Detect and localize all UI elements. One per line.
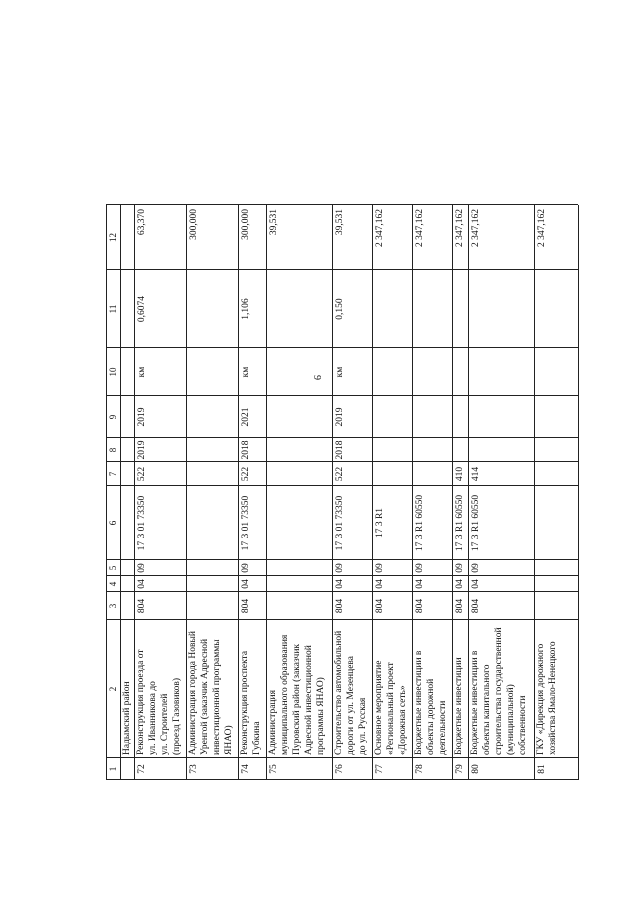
cell-c9: 2019 — [335, 407, 345, 427]
cell-c5: 09 — [375, 563, 385, 573]
header-cell-5: 5 — [108, 565, 118, 571]
cell-c4: 04 — [137, 579, 147, 589]
row-name-line: Бюджетные инвестиции в — [470, 650, 480, 755]
row-name-line: Администрация — [268, 690, 278, 755]
row-name-line: Надымский район — [122, 681, 132, 755]
header-cell-1: 1 — [108, 766, 118, 772]
cell-c10: км — [335, 366, 345, 378]
cell-c4: 04 — [335, 579, 345, 589]
column-border-4 — [106, 575, 578, 576]
column-border-7 — [106, 461, 578, 462]
row-name-line: ул. Строителей — [160, 693, 170, 755]
cell-c12: 2 347,162 — [415, 209, 425, 247]
cell-c8: 2018 — [241, 440, 251, 460]
row-name-line: (проезд Газовиков) — [172, 677, 182, 755]
cell-c10: км — [137, 366, 147, 378]
row-name-line: Губкина — [252, 721, 262, 755]
page-number: 9 — [311, 375, 322, 380]
row-name-line: объекты капитального — [482, 664, 492, 755]
row-name-line: строительства государственной — [494, 627, 504, 755]
row-name-line: дороги от ул. Мезенцева — [346, 656, 356, 755]
header-cell-3: 3 — [108, 603, 118, 609]
cell-c9: 2021 — [241, 407, 251, 427]
budget-table — [106, 80, 576, 780]
cell-c5: 09 — [137, 563, 147, 573]
row-name-line: ГКУ «Дирекция дорожного — [536, 643, 546, 755]
header-cell-7: 7 — [108, 471, 118, 477]
cell-c6: 17 3 01 73350 — [335, 495, 345, 551]
cell-c5: 09 — [241, 563, 251, 573]
cell-c3: 804 — [335, 598, 345, 614]
cell-c3: 804 — [455, 598, 465, 614]
row-name-line: деятельности — [438, 700, 448, 755]
row-name-line: до ул. Русская — [358, 697, 368, 755]
column-border-10 — [106, 347, 578, 348]
cell-c12: 2 347,162 — [455, 209, 465, 247]
cell-c3: 804 — [137, 598, 147, 614]
cell-c6: 17 3 01 73350 — [137, 495, 147, 551]
row-number: 72 — [137, 764, 147, 774]
row-name-line: Пуровский район (заказчик — [292, 643, 302, 755]
row-number: 78 — [415, 764, 425, 774]
row-name-line: Строительство автомобильной — [334, 630, 344, 755]
row-name-line: собственности — [518, 695, 528, 755]
cell-c9: 2019 — [137, 407, 147, 427]
row-number: 77 — [375, 764, 385, 774]
cell-c12: 39,531 — [335, 209, 345, 236]
row-name-line: Бюджетные инвестиции в — [414, 650, 424, 755]
cell-c6: 17 3 R1 60550 — [415, 494, 425, 552]
row-name-line: «Региональный проект — [386, 662, 396, 755]
row-name-line: муниципального образования — [280, 634, 290, 755]
header-cell-2: 2 — [108, 686, 118, 692]
header-cell-9: 9 — [108, 414, 118, 420]
row-name-line: инвестиционной программы — [212, 639, 222, 755]
header-cell-11: 11 — [108, 304, 118, 314]
cell-c12: 2 347,162 — [537, 209, 547, 247]
cell-c3: 804 — [375, 598, 385, 614]
cell-c3: 804 — [241, 598, 251, 614]
row-name-line: Бюджетные инвестиции — [454, 657, 464, 755]
cell-c7: 522 — [335, 466, 345, 482]
cell-c5: 09 — [415, 563, 425, 573]
header-cell-4: 4 — [108, 581, 118, 587]
cell-c5: 09 — [455, 563, 465, 573]
row-name-line: «Дорожная сеть» — [398, 685, 408, 755]
cell-c12: 2 347,162 — [375, 209, 385, 247]
cell-c7: 522 — [241, 466, 251, 482]
cell-c4: 04 — [455, 579, 465, 589]
column-border-9 — [106, 395, 578, 396]
row-number: 73 — [189, 764, 199, 774]
row-name-line: Адресной инвестиционной — [304, 645, 314, 755]
row-name-line: хозяйства Ямало-Ненецкого — [548, 641, 558, 755]
cell-c7: 522 — [137, 466, 147, 482]
row-number: 76 — [335, 764, 345, 774]
cell-c7: 414 — [471, 466, 481, 482]
cell-c5: 09 — [335, 563, 345, 573]
header-cell-6: 6 — [108, 520, 118, 526]
cell-c6: 17 3 R1 60550 — [455, 494, 465, 552]
row-name-line: Администрация города Новый — [188, 631, 198, 755]
cell-c12: 39,531 — [269, 209, 279, 236]
column-border-1 — [106, 757, 578, 758]
cell-c4: 04 — [471, 579, 481, 589]
row-name-line: (муниципальной) — [506, 684, 516, 755]
row-border — [578, 205, 579, 780]
cell-c4: 04 — [241, 579, 251, 589]
column-border-8 — [106, 437, 578, 438]
row-number: 80 — [471, 764, 481, 774]
row-name-line: программы ЯНАО) — [316, 677, 326, 755]
column-border-12 — [106, 204, 578, 205]
column-border-2 — [106, 619, 578, 620]
cell-c8: 2018 — [335, 440, 345, 460]
cell-c3: 804 — [471, 598, 481, 614]
cell-c11: 0,150 — [335, 298, 345, 320]
column-border-5 — [106, 559, 578, 560]
cell-c12: 300,000 — [189, 209, 199, 240]
cell-c12: 2 347,162 — [471, 209, 481, 247]
row-number: 75 — [269, 764, 279, 774]
row-number: 81 — [537, 764, 547, 774]
header-cell-10: 10 — [108, 367, 118, 377]
column-border-3 — [106, 591, 578, 592]
row-number: 74 — [241, 764, 251, 774]
cell-c6: 17 3 R1 60550 — [471, 494, 481, 552]
row-name-line: Основное мероприятие — [374, 660, 384, 755]
cell-c5: 09 — [471, 563, 481, 573]
cell-c6: 17 3 01 73350 — [241, 495, 251, 551]
row-name-line: ЯНАО) — [224, 725, 234, 755]
cell-c7: 410 — [455, 466, 465, 482]
column-border-11 — [106, 269, 578, 270]
row-name-line: объекты дорожной — [426, 678, 436, 755]
row-name-line: Уренгой (заказчик Адресной — [200, 638, 210, 755]
row-number: 79 — [455, 764, 465, 774]
header-cell-8: 8 — [108, 447, 118, 453]
cell-c11: 0,6074 — [137, 295, 147, 323]
cell-c8: 2019 — [137, 440, 147, 460]
row-name-line: ул. Иванникова до — [148, 681, 158, 755]
header-cell-12: 12 — [108, 233, 118, 242]
cell-c11: 1,106 — [241, 298, 251, 320]
column-border-6 — [106, 485, 578, 486]
cell-c12: 63,370 — [137, 209, 147, 236]
column-border-0 — [106, 779, 578, 780]
table-top-border — [106, 205, 107, 780]
cell-c4: 04 — [415, 579, 425, 589]
row-name-line: Реконструкция проспекта — [240, 650, 250, 755]
cell-c10: км — [241, 366, 251, 378]
cell-c6: 17 3 R1 — [375, 507, 385, 539]
cell-c4: 04 — [375, 579, 385, 589]
cell-c12: 300,000 — [241, 209, 251, 240]
cell-c3: 804 — [415, 598, 425, 614]
row-name-line: Реконструкция проезда от — [136, 649, 146, 755]
